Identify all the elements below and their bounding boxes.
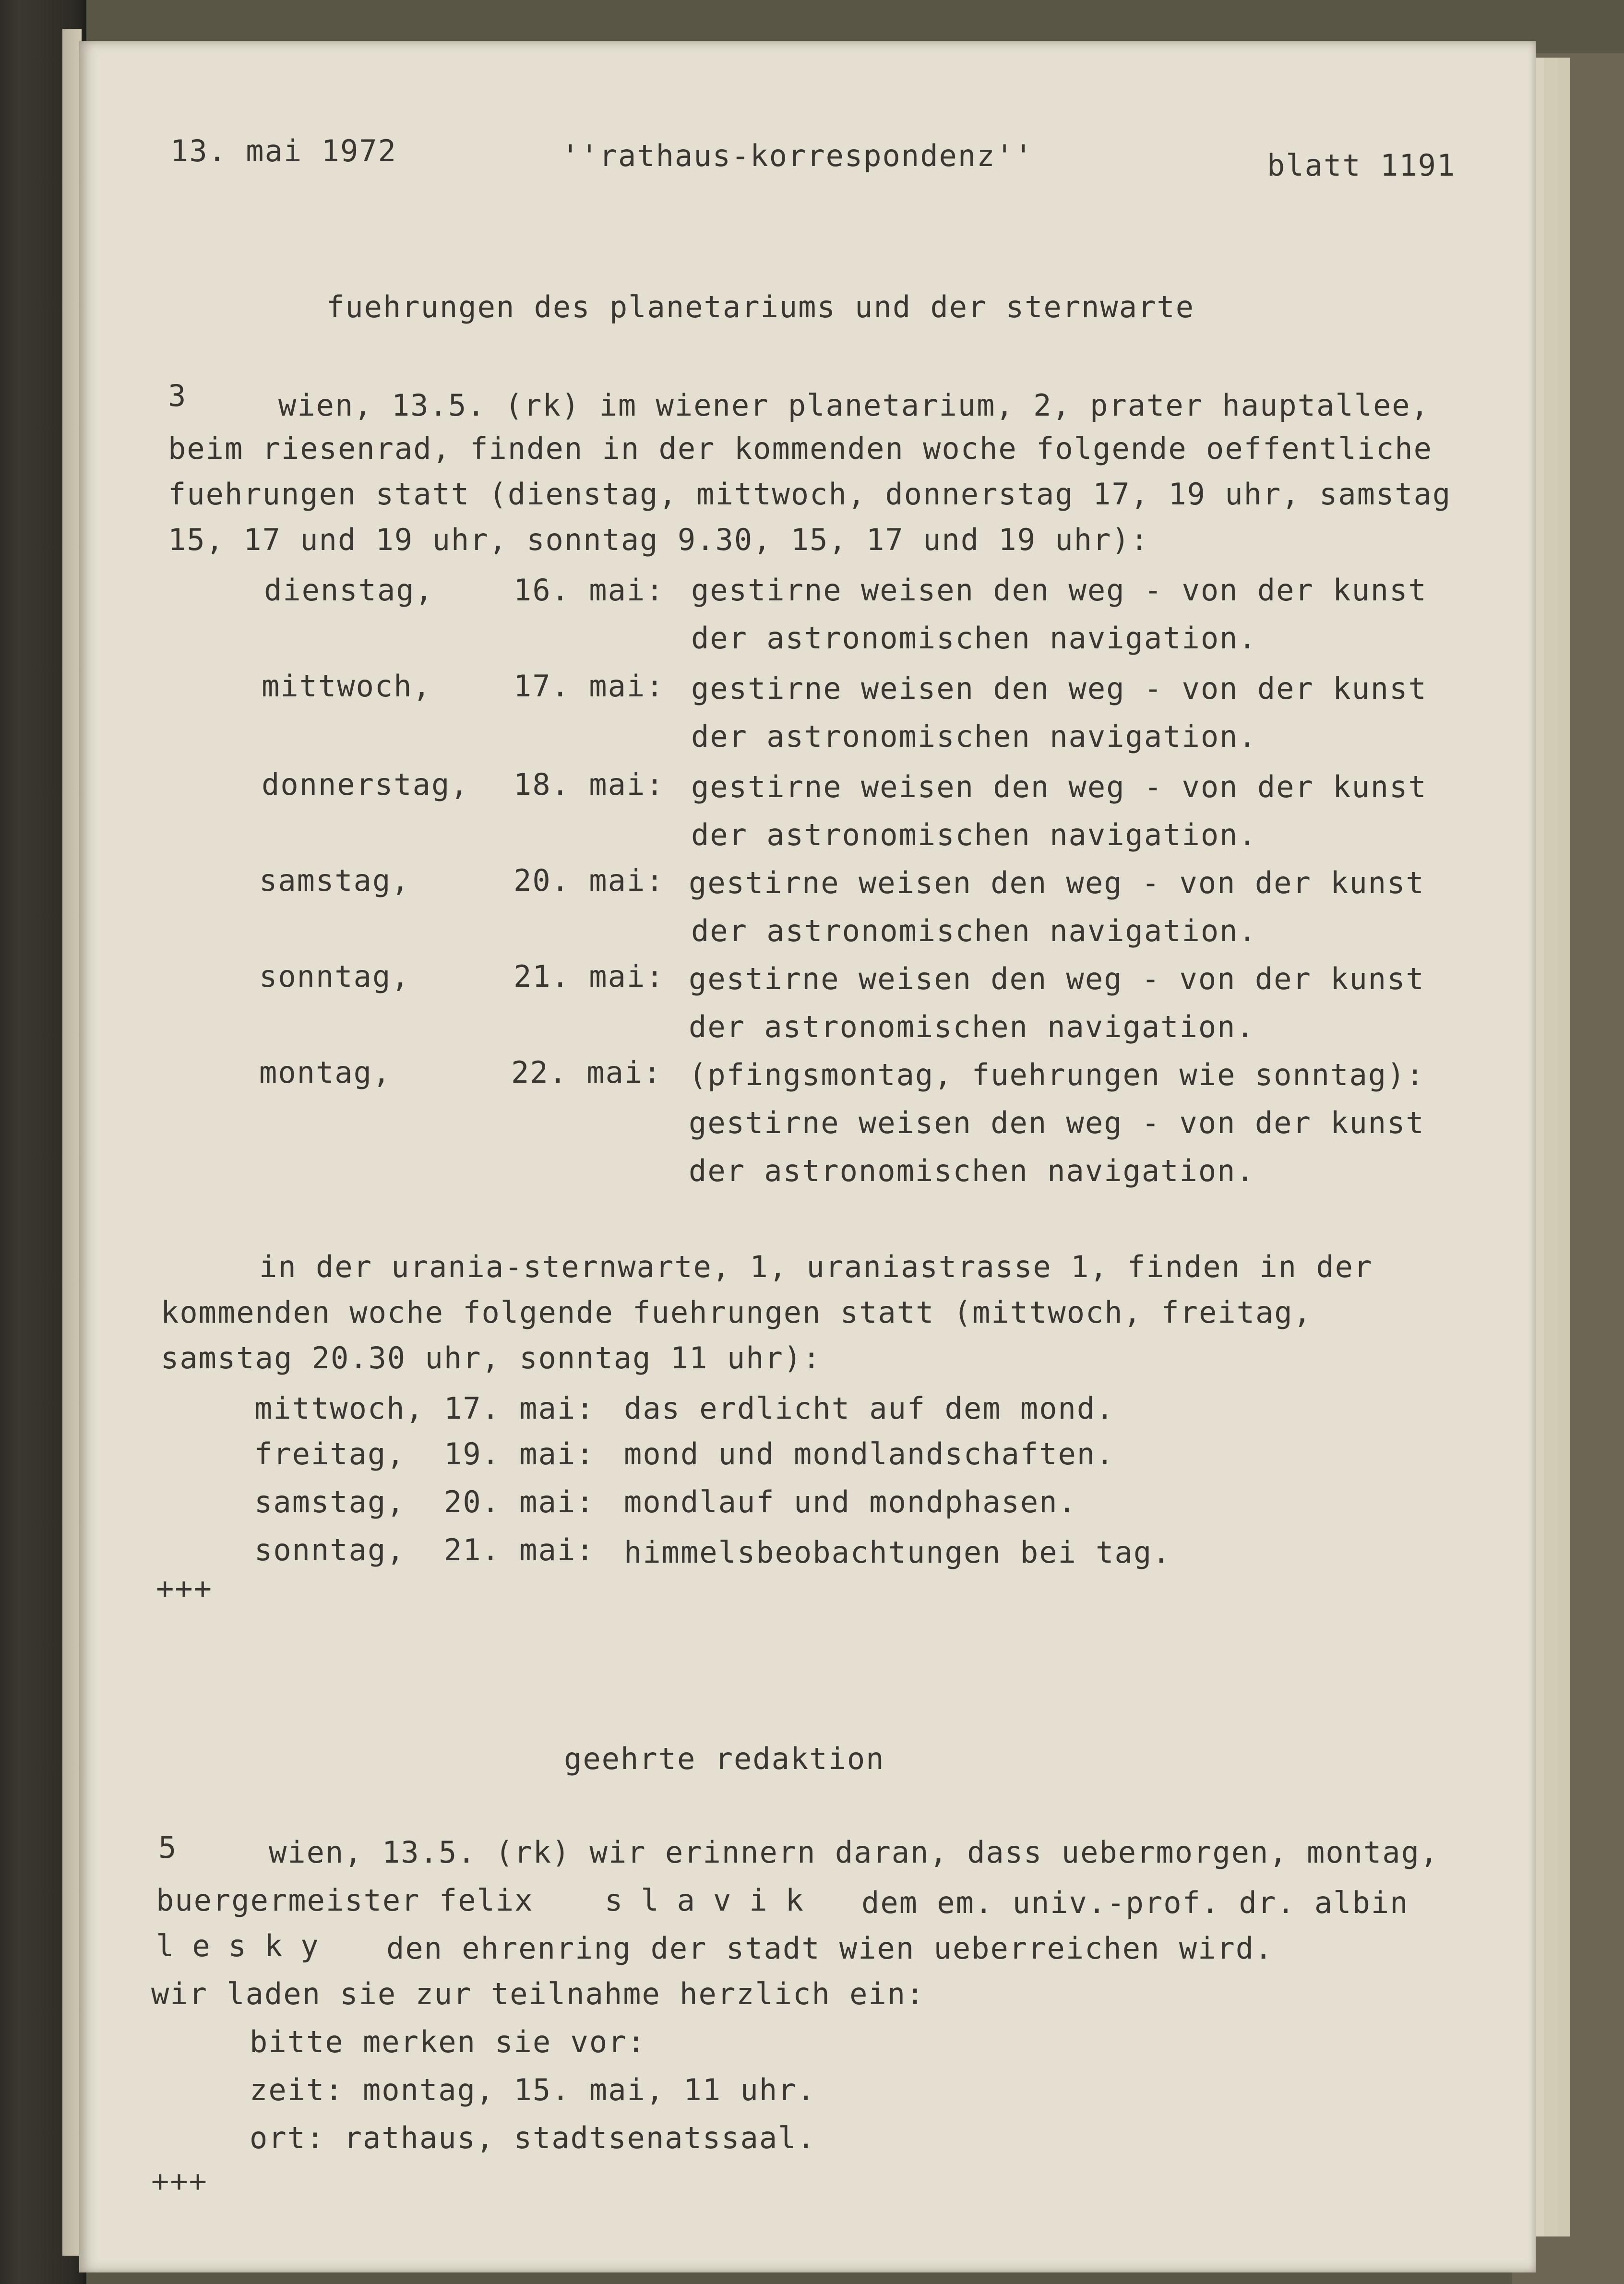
spaced-name: slavik xyxy=(605,1883,822,1918)
body-line: samstag 20.30 uhr, sonntag 11 uhr): xyxy=(161,1340,822,1375)
schedule-date: 21. mai: xyxy=(444,1532,595,1567)
schedule-topic: der astronomischen navigation. xyxy=(691,621,1257,656)
schedule-topic: gestirne weisen den weg - von der kunst xyxy=(691,769,1427,804)
end-mark: +++ xyxy=(151,2164,208,2199)
left-page-edge xyxy=(62,29,82,2256)
schedule-topic: mond und mondlandschaften. xyxy=(624,1436,1115,1471)
schedule-day: sonntag, xyxy=(259,959,410,994)
body-line: buergermeister felix xyxy=(156,1883,534,1918)
schedule-day: sonntag, xyxy=(254,1532,406,1567)
schedule-day: samstag, xyxy=(259,863,410,898)
schedule-topic: das erdlicht auf dem mond. xyxy=(624,1391,1115,1426)
body-line: wir laden sie zur teilnahme herzlich ein: xyxy=(151,1976,925,2011)
body-line: den ehrenring der stadt wien ueberreichen wird. xyxy=(386,1931,1274,1966)
schedule-day: mittwoch, xyxy=(262,669,431,704)
schedule-day: samstag, xyxy=(254,1484,406,1519)
body-line: wien, 13.5. (rk) im wiener planetarium, 2, prater hauptallee, xyxy=(278,388,1430,423)
schedule-date: 20. mai: xyxy=(444,1484,595,1519)
schedule-topic: gestirne weisen den weg - von der kunst xyxy=(689,865,1425,900)
schedule-topic: der astronomischen navigation. xyxy=(689,1153,1255,1188)
document-page xyxy=(79,41,1536,2272)
note-line: ort: rathaus, stadtsenatssaal. xyxy=(250,2120,816,2155)
note-line: zeit: montag, 15. mai, 11 uhr. xyxy=(250,2072,816,2107)
article-number: 3 xyxy=(168,378,187,413)
schedule-topic: der astronomischen navigation. xyxy=(691,817,1257,852)
schedule-date: 17. mai: xyxy=(444,1391,595,1426)
schedule-topic: gestirne weisen den weg - von der kunst xyxy=(691,573,1427,608)
header-sheet-number: blatt 1191 xyxy=(1267,148,1456,183)
body-line: in der urania-sternwarte, 1, uraniastrasse 1, finden in der xyxy=(259,1249,1373,1284)
spaced-name: lesky xyxy=(156,1928,337,1963)
schedule-day: donnerstag, xyxy=(262,767,469,802)
article-title: fuehrungen des planetariums und der sternwarte xyxy=(326,289,1195,324)
body-line: dem em. univ.-prof. dr. albin xyxy=(861,1885,1409,1920)
schedule-date: 19. mai: xyxy=(444,1436,595,1471)
article-number: 5 xyxy=(158,1830,178,1865)
schedule-date: 18. mai: xyxy=(513,767,665,802)
schedule-topic: der astronomischen navigation. xyxy=(691,913,1257,948)
header-date: 13. mai 1972 xyxy=(170,133,397,168)
body-line: 15, 17 und 19 uhr, sonntag 9.30, 15, 17 und 19 uhr): xyxy=(168,522,1150,557)
schedule-topic: der astronomischen navigation. xyxy=(691,719,1257,754)
schedule-topic: himmelsbeobachtungen bei tag. xyxy=(624,1535,1171,1570)
schedule-date: 17. mai: xyxy=(513,669,665,704)
schedule-topic: gestirne weisen den weg - von der kunst xyxy=(689,1105,1425,1140)
note-line: bitte merken sie vor: xyxy=(250,2024,646,2059)
article-title: geehrte redaktion xyxy=(564,1741,885,1776)
schedule-date: 22. mai: xyxy=(511,1055,662,1090)
body-line: wien, 13.5. (rk) wir erinnern daran, dass uebermorgen, montag, xyxy=(269,1835,1439,1870)
body-line: beim riesenrad, finden in der kommenden woche folgende oeffentliche xyxy=(168,431,1433,466)
schedule-date: 16. mai: xyxy=(513,573,665,608)
body-line: fuehrungen statt (dienstag, mittwoch, donnerstag 17, 19 uhr, samstag xyxy=(168,477,1452,512)
schedule-topic: (pfingsmontag, fuehrungen wie sonntag): xyxy=(689,1057,1425,1092)
end-mark: +++ xyxy=(156,1571,213,1606)
schedule-topic: gestirne weisen den weg - von der kunst xyxy=(689,961,1425,996)
schedule-day: freitag, xyxy=(254,1436,406,1471)
schedule-day: montag, xyxy=(259,1055,392,1090)
schedule-topic: der astronomischen navigation. xyxy=(689,1009,1255,1044)
schedule-date: 20. mai: xyxy=(513,863,665,898)
schedule-topic: mondlauf und mondphasen. xyxy=(624,1484,1077,1519)
schedule-day: dienstag, xyxy=(264,573,434,608)
schedule-date: 21. mai: xyxy=(513,959,665,994)
schedule-day: mittwoch, xyxy=(254,1391,424,1426)
header-publication: ''rathaus-korrespondenz'' xyxy=(561,138,1034,173)
body-line: kommenden woche folgende fuehrungen statt (mittwoch, freitag, xyxy=(161,1295,1312,1330)
schedule-topic: gestirne weisen den weg - von der kunst xyxy=(691,671,1427,706)
